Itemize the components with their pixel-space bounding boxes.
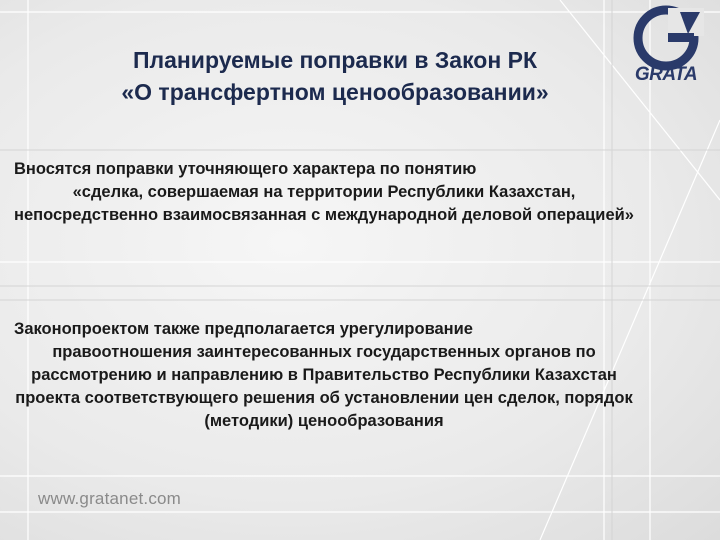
footer-url: www.gratanet.com [38, 489, 182, 508]
paragraph-1-rest: «сделка, совершаемая на территории Республики Казахстан, непосредственно взаимосвязанная с международной деловой операцией» [14, 183, 634, 224]
paragraph-2-first-line: Законопроектом также предполагается урегулирование [14, 320, 473, 338]
title-line-2: «О трансфертном ценообразовании» [121, 79, 549, 105]
title-line-1: Планируемые поправки в Закон РК [132, 47, 538, 73]
logo-text: GRATA [634, 64, 698, 85]
paragraph-definition [14, 158, 634, 227]
paragraph-2-rest: правоотношения заинтересованных государственных органов по рассмотрению и направлению в Правительство Республики Казахстан проекта соответствующего решения об установлении цен сделок, порядок (методики) ценообразования [15, 343, 633, 430]
page-title [40, 44, 630, 108]
paragraph-1-first-line: Вносятся поправки уточняющего характера по понятию [14, 160, 477, 178]
paragraph-regulation [14, 318, 634, 433]
